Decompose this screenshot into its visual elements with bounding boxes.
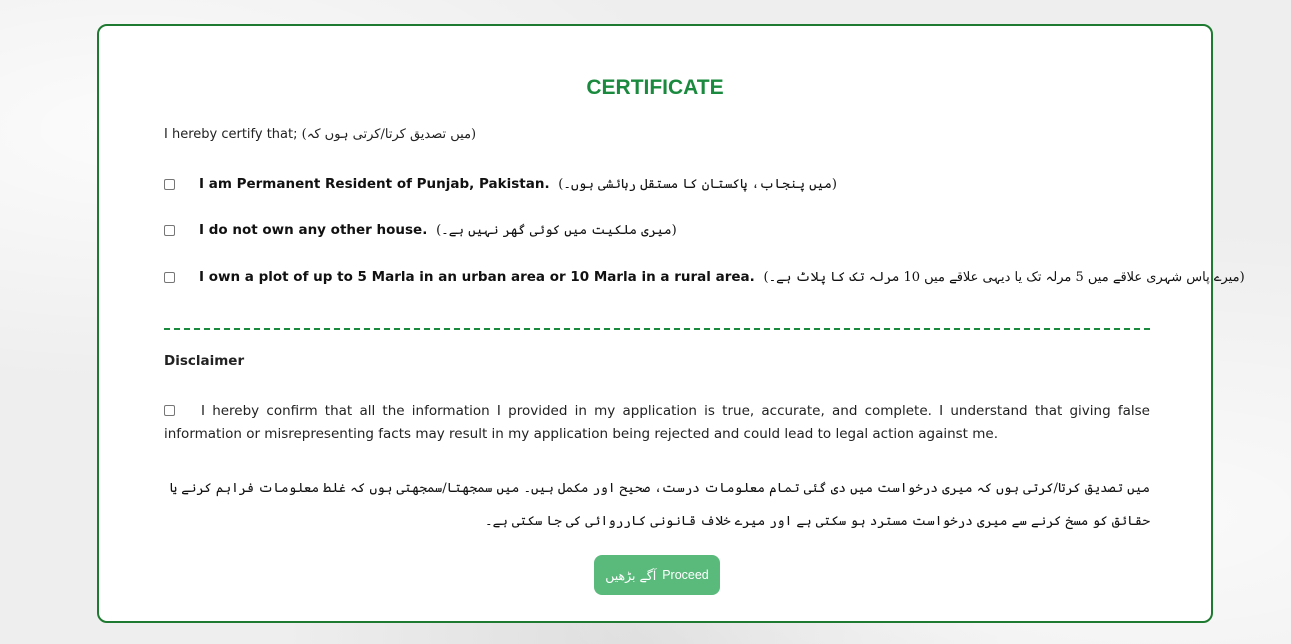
certify-intro	[164, 127, 476, 142]
certify-item-label	[199, 176, 837, 192]
certificate-card	[97, 24, 1245, 623]
disclaimer-checkbox[interactable]	[164, 405, 175, 416]
plot-checkbox[interactable]	[164, 272, 175, 283]
certify-item-label	[199, 269, 1245, 285]
disclaimer-text-ur: میں تصدیق کرتا/کرتی ہوں کہ میری درخواست میں دی گئی تمام معلومات درست، صحیح اور مکمل ہیں۔ میں سمجھتا/سمجھتی ہوں کہ غلط معلومات فراہم کرنے یا حقائق کو مسخ کرنے سے میری درخواست مسترد ہو سکتی ہے اور میرے خلاف قانونی کارروائی کی جا سکتی ہے۔	[169, 481, 1150, 529]
certify-item-no-house[interactable]	[164, 222, 677, 238]
certify-item-plot[interactable]	[164, 269, 1245, 285]
proceed-label-ur: آگے بڑھیں	[605, 567, 657, 583]
plot-label-ur: (میرے پاس شہری علاقے میں 5 مرلہ تک یا دیہی علاقے میں 10 مرلہ تک کا پلاٹ ہے۔)	[763, 270, 1245, 285]
resident-label-ur: (میں پنجاب، پاکستان کا مستقل رہائشی ہوں۔)	[558, 177, 837, 192]
certify-intro-en: I hereby certify that;	[164, 127, 298, 142]
proceed-button[interactable]	[594, 555, 720, 595]
certify-intro-ur: (میں تصدیق کرتا/کرتی ہوں کہ)	[301, 127, 477, 142]
certify-item-resident[interactable]	[164, 176, 837, 192]
section-divider	[164, 328, 1150, 330]
page-title: CERTIFICATE	[586, 76, 724, 99]
plot-label-en: I own a plot of up to 5 Marla in an urban area or 10 Marla in a rural area.	[199, 269, 755, 285]
no-house-checkbox[interactable]	[164, 225, 175, 236]
resident-label-en: I am Permanent Resident of Punjab, Pakistan.	[199, 176, 550, 192]
disclaimer-heading: Disclaimer	[164, 353, 245, 369]
no-house-label-en: I do not own any other house.	[199, 222, 428, 238]
disclaimer-text-en: I hereby confirm that all the information I provided in my application is true, accurate, and complete. I understand that giving false information or misrepresenting facts may result in my application being rejected and could lead to legal action against me.	[164, 403, 1150, 442]
certify-item-label	[199, 222, 677, 238]
proceed-label-en: Proceed	[662, 568, 709, 582]
resident-checkbox[interactable]	[164, 179, 175, 190]
disclaimer-confirm[interactable]	[164, 400, 1150, 446]
no-house-label-ur: (میری ملکیت میں کوئی گھر نہیں ہے۔)	[436, 223, 677, 238]
